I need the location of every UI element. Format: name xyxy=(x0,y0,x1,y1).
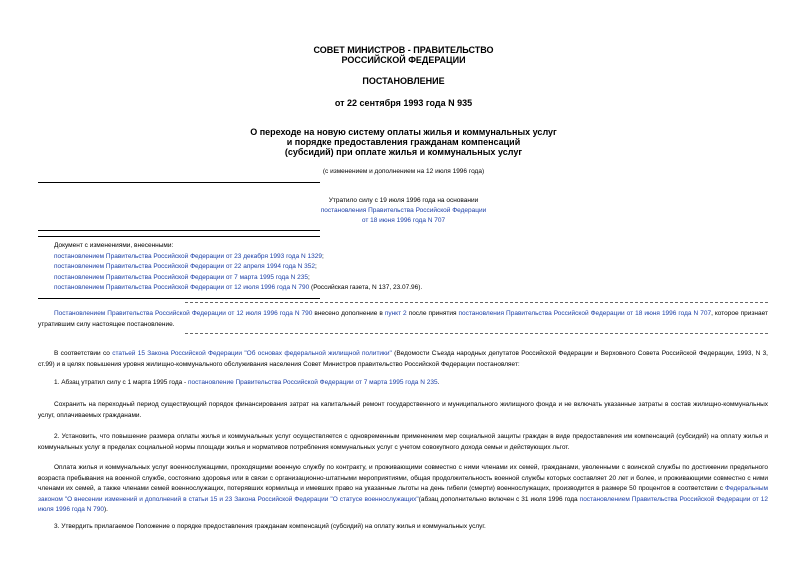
paragraph-2-cont: Оплата жилья и коммунальных услуг военнослужащими, проходящими военную службу по контракту, и проживающими совместно с ними членами их семей, гражданами, уволенными с воинской службы по достижении предельного возраста пребывания на военной службе, состоянию здоровья или в связи с организационно-штатными мероприятиями, общая продолжительность военной службы которых составляет 20 лет и более, и проживающими совместно с ними членами их семей, а также членами семей военнослужащих, потерявших кормильца и имевших право на указанные льготы на день гибели (смерти) военнослужащих, производится в размере 50 процентов в соответствии с Федеральным законом "О внесении изменений и дополнений в статьи 15 и 23 Закона Российской Федерации "О статусе военнослужащих"(абзац дополнительно включен с 31 июля 1996 года постановлением Правительства Российской Федерации от 12 июля 1996 года N 790). xyxy=(38,464,769,513)
paragraph-1: 1. Абзац утратил силу с 1 марта 1995 года - постановление Правительства Российской Федерации от 7 марта 1995 года N 235. xyxy=(54,379,440,386)
list-item: постановлением Правительства Российской Федерации от 7 марта 1995 года N 235; xyxy=(54,273,310,281)
list-item: постановлением Правительства Российской Федерации от 22 апреля 1994 года N 352; xyxy=(54,263,317,270)
repeal-note xyxy=(250,196,557,226)
document-title-line-3: (субсидий) при оплате жилья и коммунальных услуг xyxy=(284,147,523,157)
change-link-2[interactable]: постановлением Правительства Российской Федерации от 22 апреля 1994 года N 352 xyxy=(54,263,315,270)
changes-intro: Документ с изменениями, внесенными: xyxy=(54,242,174,249)
issuer-line-2: РОССИЙСКОЙ ФЕДЕРАЦИИ xyxy=(341,55,466,65)
paragraph-preamble: В соответствии со статьей 15 Закона Российской Федерации "Об основах федеральной жилищной политики" (Ведомости Съезда народных депутатов Российской Федерации и Верховного Совета Российской Федерации, 1993, N 3, ст.99) и в целях повышения уровня жилищно-коммунального обслуживания населения Совет Министров правительство Российской Федерации постановляет: xyxy=(38,350,768,368)
paragraph-1-cont: Сохранить на переходный период существующий порядок финансирования затрат на капитальный ремонт государственного и муниципального жилищного фонда и не включать указанные затраты в состав жилищно-коммунальных услуг, оплачиваемых гражданами. xyxy=(38,401,768,419)
list-item: постановлением Правительства Российской Федерации от 12 июля 1996 года N 790 (Российская газета, N 137, 23.07.96). xyxy=(54,284,423,291)
divider xyxy=(38,236,320,237)
change-link-3[interactable]: постановлением Правительства Российской Федерации от 7 марта 1995 года N 235 xyxy=(54,273,308,281)
boxed-link-1[interactable]: Постановлением Правительства Российской Федерации от 12 июля 1996 года N 790 xyxy=(54,310,313,317)
document-date-number: от 22 сентября 1993 года N 935 xyxy=(334,98,473,108)
law-link[interactable]: статьей 15 Закона Российской Федерации "Об основах федеральной жилищной политики" xyxy=(112,350,392,357)
dashed-divider xyxy=(185,302,768,303)
repeal-link-2[interactable]: от 18 июня 1996 года N 707 xyxy=(361,217,446,224)
issuer-line-1: СОВЕТ МИНИСТРОВ - ПРАВИТЕЛЬСТВО xyxy=(313,45,494,55)
list-item: постановлением Правительства Российской Федерации от 23 декабря 1993 года N 1329; xyxy=(54,252,324,260)
changes-list xyxy=(54,241,754,294)
document-title-line-1: О переходе на новую систему оплаты жилья и коммунальных услуг xyxy=(250,127,557,137)
divider xyxy=(38,298,320,299)
change-link-1[interactable]: постановлением Правительства Российской Федерации от 23 декабря 1993 года N 1329 xyxy=(54,252,322,260)
document-title-line-2: и порядке предоставления гражданам компенсаций xyxy=(286,137,521,147)
boxed-amendment-note: Постановлением Правительства Российской Федерации от 12 июля 1996 года N 790 внесено дополнение в пункт 2 после принятия постановления Правительства Российской Федерации от 18 июня 1996 года N 707, которое признает утратившим силу настоящее постановление. xyxy=(38,310,768,328)
document-type: ПОСТАНОВЛЕНИЕ xyxy=(362,76,445,86)
boxed-link-3[interactable]: постановления Правительства Российской Федерации от 18 июня 1996 года N 707 xyxy=(458,310,712,317)
paragraph-2: 2. Установить, что повышение размера оплаты жилья и коммунальных услуг осуществляется с одновременным применением мер социальной защиты граждан в виде предоставления им компенсаций (субсидий) на оплату жилья и коммунальных услуг в пределах социальной нормы площади жилья и нормативов потребления коммунальных услуг с учетом совокупного дохода семьи и действующих льгот. xyxy=(38,433,768,451)
divider xyxy=(38,230,320,231)
federal-law-link[interactable]: Федеральным законом "О внесении изменений и дополнений в статьи 15 и 23 Закона Российской Федерации "О статусе военнослужащих" xyxy=(38,485,768,503)
boxed-link-2[interactable]: пункт 2 xyxy=(384,310,407,317)
paragraph-3: 3. Утвердить прилагаемое Положение о порядке предоставления гражданам компенсаций (субсидий) на оплату жилья и коммунальных услуг. xyxy=(54,523,486,530)
amendment-note: (с изменением и дополнением на 12 июля 1996 года) xyxy=(322,168,485,175)
change-link-4[interactable]: постановлением Правительства Российской Федерации от 12 июля 1996 года N 790 xyxy=(54,284,310,291)
repeal-text: Утратило силу с 19 июля 1996 года на основании xyxy=(328,197,479,204)
decree-790-link[interactable]: постановлением Правительства Российской Федерации от 12 июля 1996 года N 790 xyxy=(38,495,769,513)
repeal-link-1[interactable]: постановления Правительства Российской Федерации xyxy=(320,207,487,214)
divider xyxy=(38,182,320,183)
dashed-divider xyxy=(185,333,768,334)
decree-link[interactable]: постановление Правительства Российской Федерации от 7 марта 1995 года N 235 xyxy=(188,379,438,386)
